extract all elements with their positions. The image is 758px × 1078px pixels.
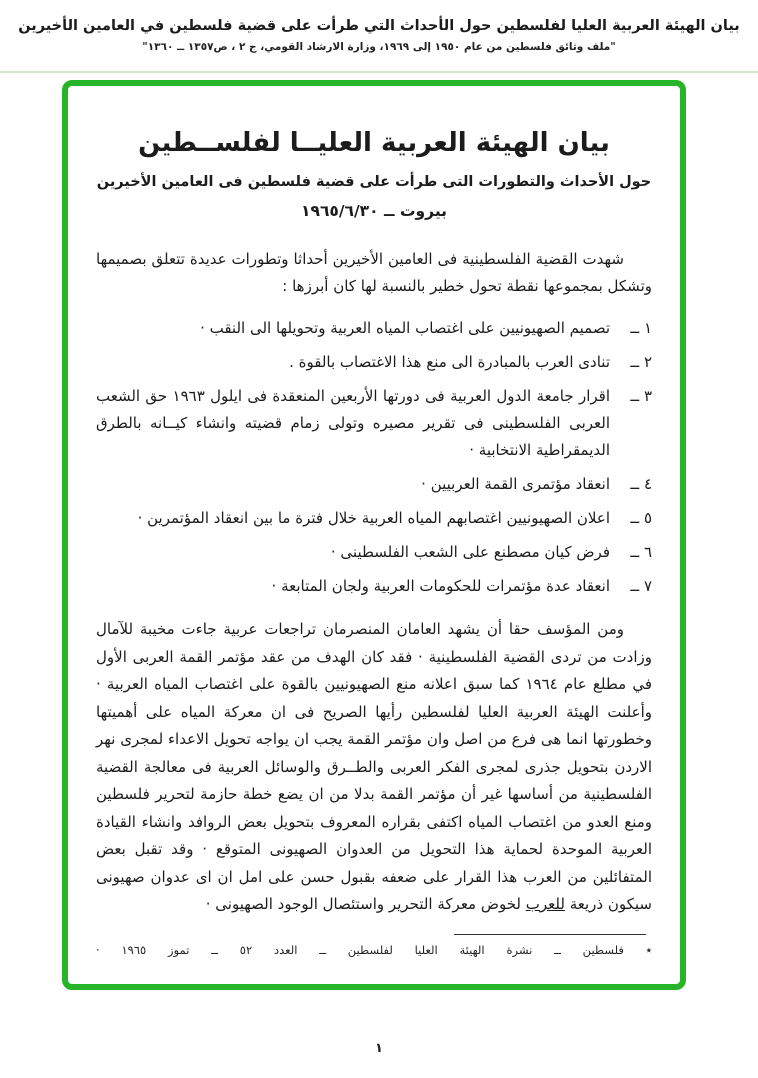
list-item [96,471,652,498]
list-item [96,349,652,376]
list-item [96,539,652,566]
item-number: ١ ــ [630,319,652,337]
item-number: ٧ ــ [630,577,652,595]
item-number: ٣ ــ [630,387,652,405]
closing-paragraph [96,616,652,919]
list-item [96,383,652,464]
document-date: بيروت ــ ١٩٦٥/٦/٣٠ [301,202,447,220]
item-text: انعقاد مؤتمرى القمة العربيين · [421,475,610,493]
list-item [96,505,652,532]
list-item [96,315,652,342]
closing-underlined-word: للعرب [525,895,565,913]
document-subtitle: حول الأحداث والتطورات التى طرأت على قضية فلسطين فى العامين الأخيرين [96,174,652,190]
item-number: ٢ ــ [630,353,652,371]
footnote: ٭ فلسطين ــ نشرة الهيئة العليا لفلسطين ــ العدد ٥٢ ــ تموز ١٩٦٥ · [96,942,653,957]
item-text: انعقاد عدة مؤتمرات للحكومات العربية ولجان المتابعة · [271,577,610,595]
item-number: ٦ ــ [630,543,652,561]
item-text: اقرار جامعة الدول العربية فى دورتها الأربعين المنعقدة فى ايلول ١٩٦٣ حق الشعب العربى الفلسطينى فى تقرير مصيره وتولى زمام قضيته وانشاء كيــانه بالطرق الديمقراطية الانتخابية · [96,387,610,459]
header-separator-line [0,71,758,73]
page-number: ١ [375,1041,383,1056]
list-item [96,573,652,600]
source-citation: "ملف وثائق فلسطين من عام ١٩٥٠ إلى ١٩٦٩، وزارة الارشاد القومي، ج ٢ ، ص١٣٥٧ ــ ١٣٦٠" [142,41,616,53]
item-text: اعلان الصهيونيين اغتصابهم المياه العربية خلال فترة ما بين انعقاد المؤتمرين · [137,509,610,527]
intro-paragraph: شهدت القضية الفلسطينية فى العامين الأخيرين أحداثا وتطورات عديدة تتعلق بصميمها وتشكل بمجموعها نقطة تحول خطير بالنسبة لها كان أبرزها : [96,250,652,295]
statement-list [96,315,652,600]
item-number: ٤ ــ [630,475,652,493]
item-text: فرض كيان مصطنع على الشعب الفلسطينى · [330,543,610,561]
item-number: ٥ ــ [630,509,652,527]
document-title: بيان الهيئة العربية العليــا لفلســطين [138,128,610,158]
page-header-title: بيان الهيئة العربية العليا لفلسطين حول الأحداث التي طرأت على قضية فلسطين في العامين الأخيرين [18,18,740,34]
footnote-separator-line [454,934,646,935]
closing-text-part1: ومن المؤسف حقا أن يشهد العامان المنصرمان تراجعات عربية جاءت مخيبة للآمال وزادت من تردى القضية الفلسطينية · فقد كان الهدف من عقد مؤتمر القمة العربى الأول في مطلع عام ١٩٦٤ كما سبق اعلانه منع الصهيونيين بالقوة على اغتصاب المياه العربية · وأعلنت الهيئة العربية العليا لفلسطين رأيها الصريح فى ان معركة المياه على أهميتها وخطورتها انما هى فرع من اصل وان مؤتمر القمة يجب ان يواجه تحويل الاعداء لمجرى نهر الاردن بتحويل جذرى لمجرى الفكر العربى والطــرق والوسائل العربية فى معالجة القضية الفلسطينية من أساسها غير أن مؤتمر القمة بدلا من ان يضع خطة حازمة لتحرير فلسطين ومنع العدو من اغتصاب المياه اكتفى بقراره المعروف بتحويل بعض الروافد وانشاء القيادة العربية الموحدة لحماية هذا التحويل من العدوان الصهيونى المتوقع · وقد تقبل بعض المتفائلين من العرب هذا القرار على ضعفه بقبول حسن على امل ان اى عدوان صهيونى سيكون ذريعة [96,620,652,913]
item-text: تنادى العرب بالمبادرة الى منع هذا الاغتصاب بالقوة . [289,353,610,371]
closing-text-part2: لخوض معركة التحرير واستئصال الوجود الصهيونى · [205,895,526,913]
item-text: تصميم الصهيونيين على اغتصاب المياه العربية وتحويلها الى النقب · [200,319,610,337]
page-header [0,18,758,53]
document-frame [62,80,686,990]
